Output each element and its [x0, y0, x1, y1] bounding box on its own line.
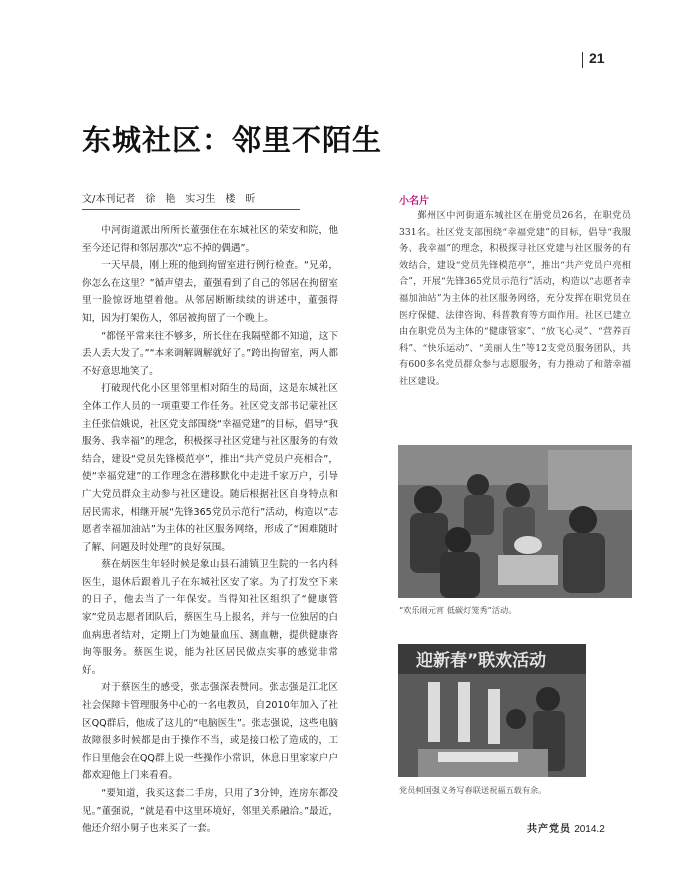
article-title: 东城社区：邻里不陌生	[82, 123, 383, 157]
calligraphy-photo	[398, 644, 586, 777]
body-paragraph: 一天早晨，刚上班的他到拘留室进行例行检查。“兄弟，你怎么在这里？”循声望去，董强看到了自己的邻居在拘留室里一脸惊讶地望着他。从邻居断断续续的讲述中，董强得知，因为打架伤人，邻居被拘留了一个晚上。	[82, 260, 338, 324]
page-number-divider	[582, 52, 583, 68]
page-number: 21	[589, 50, 605, 66]
body-paragraph: “要知道，我买这套二手房，只用了3分钟，连房东都没见。”董强说，“就是看中这里环境好，邻里关系融洽。”最近，他还介绍小舅子也来买了一套。	[82, 788, 338, 835]
lantern-activity-photo	[398, 445, 632, 598]
body-paragraph: 打破现代化小区里邻里相对陌生的局面，这是东城社区全体工作人员的一项重要工作任务。社区党支部书记蒙社区主任张信娥说，社区党支部围绕“幸福党建”的目标，倡导“我服务、我幸福”的理念，积极探寻社区党建与社区服务的有效结合，建设“党员先锋模范亭”，推出“共产党员户亮相合”，使“幸福党建”的工作理念在潜移默化中走进千家万户，引导广大党员群众主动参与社区建设。随后根据社区自身特点和居民需求，相继开展“先锋365党员示范行”活动，构造以“志愿者幸福加油站”为主体的社区服务网络，形成了“困难随时了解、问题及时处理”的良好氛围。	[82, 383, 338, 553]
sidebar-body	[399, 208, 631, 391]
photo-caption: 党员柯国强义务写春联送祝福五载有余。	[399, 785, 547, 795]
article-byline: 文/本刊记者 徐 艳 实习生 楼 昕	[82, 194, 256, 205]
photo-banner-text: 迎新春”联欢活动	[416, 651, 547, 671]
body-paragraph: “都怪平常来往不够多，所长住在我隔壁都不知道，这下丢人丢大发了。”“本来调解调解就好了。”跨出拘留室，两人都不好意思地笑了。	[82, 330, 338, 377]
photo-caption: “欢乐闹元宵 低碳灯笼秀”活动。	[399, 605, 517, 615]
sidebar-paragraph: 鄞州区中河街道东城社区在册党员26名，在职党员331名。社区党支部围绕“幸福党建”的目标，倡导“我服务、我幸福”的理念，积极探寻社区党建与社区服务的有效结合，建设“党员先锋模范亭”，推出“共产党员户亮相合”，开展“先锋365党员示范行”活动，构造以“志愿者幸福加油站”为主体的社区服务网络，充分发挥在职党员在医疗保健、法律咨询、科普教育等方面作用。社区已建立由在职党员为主体的“健康管家”、“放飞心灵”、“营养百科”、“快乐运动”、“美丽人生”等12支党员服务团队，共有600多名党员群众参与志愿服务，有力推动了和谐幸福社区建设。	[399, 210, 631, 387]
issue-number: 2014.2	[574, 824, 605, 835]
body-paragraph: 蔡在炳医生年轻时候是象山县石浦镇卫生院的一名内科医生，退休后跟着儿子在东城社区安了家。为了打发空下来的日子，他去当了一年保安。当得知社区组织了“健康管家”党员志愿者团队后，蔡医生马上报名，并与一位独居的白血病患者结对，定期上门为她量血压、测血糖，提供健康咨询等服务。蔡医生说，能为社区居民做点实事的感觉非常好。	[82, 559, 338, 676]
article-body	[82, 222, 338, 838]
body-paragraph: 中河街道派出所所长董强住在东城社区的荣安和院，他至今还记得和邻居那次“忘不掉的偶遇”。	[82, 225, 338, 254]
body-paragraph: 对于蔡医生的感受，张志强深表赞同。张志强是江北区社会保障卡管理服务中心的一名电教员，自2010年加入了社区QQ群后，他成了这儿的“电脑医生”。张志强说，这些电脑故障很多时候都是由于操作不当，或是接口松了造成的，工作日里他会在QQ群上说一些操作小常识，休息日里家家户户都欢迎他上门来看看。	[82, 682, 338, 782]
page-footer	[527, 820, 605, 835]
magazine-logo: 共产党员	[527, 824, 571, 835]
byline-divider	[82, 209, 300, 210]
sidebar-label: 小名片	[399, 196, 429, 207]
